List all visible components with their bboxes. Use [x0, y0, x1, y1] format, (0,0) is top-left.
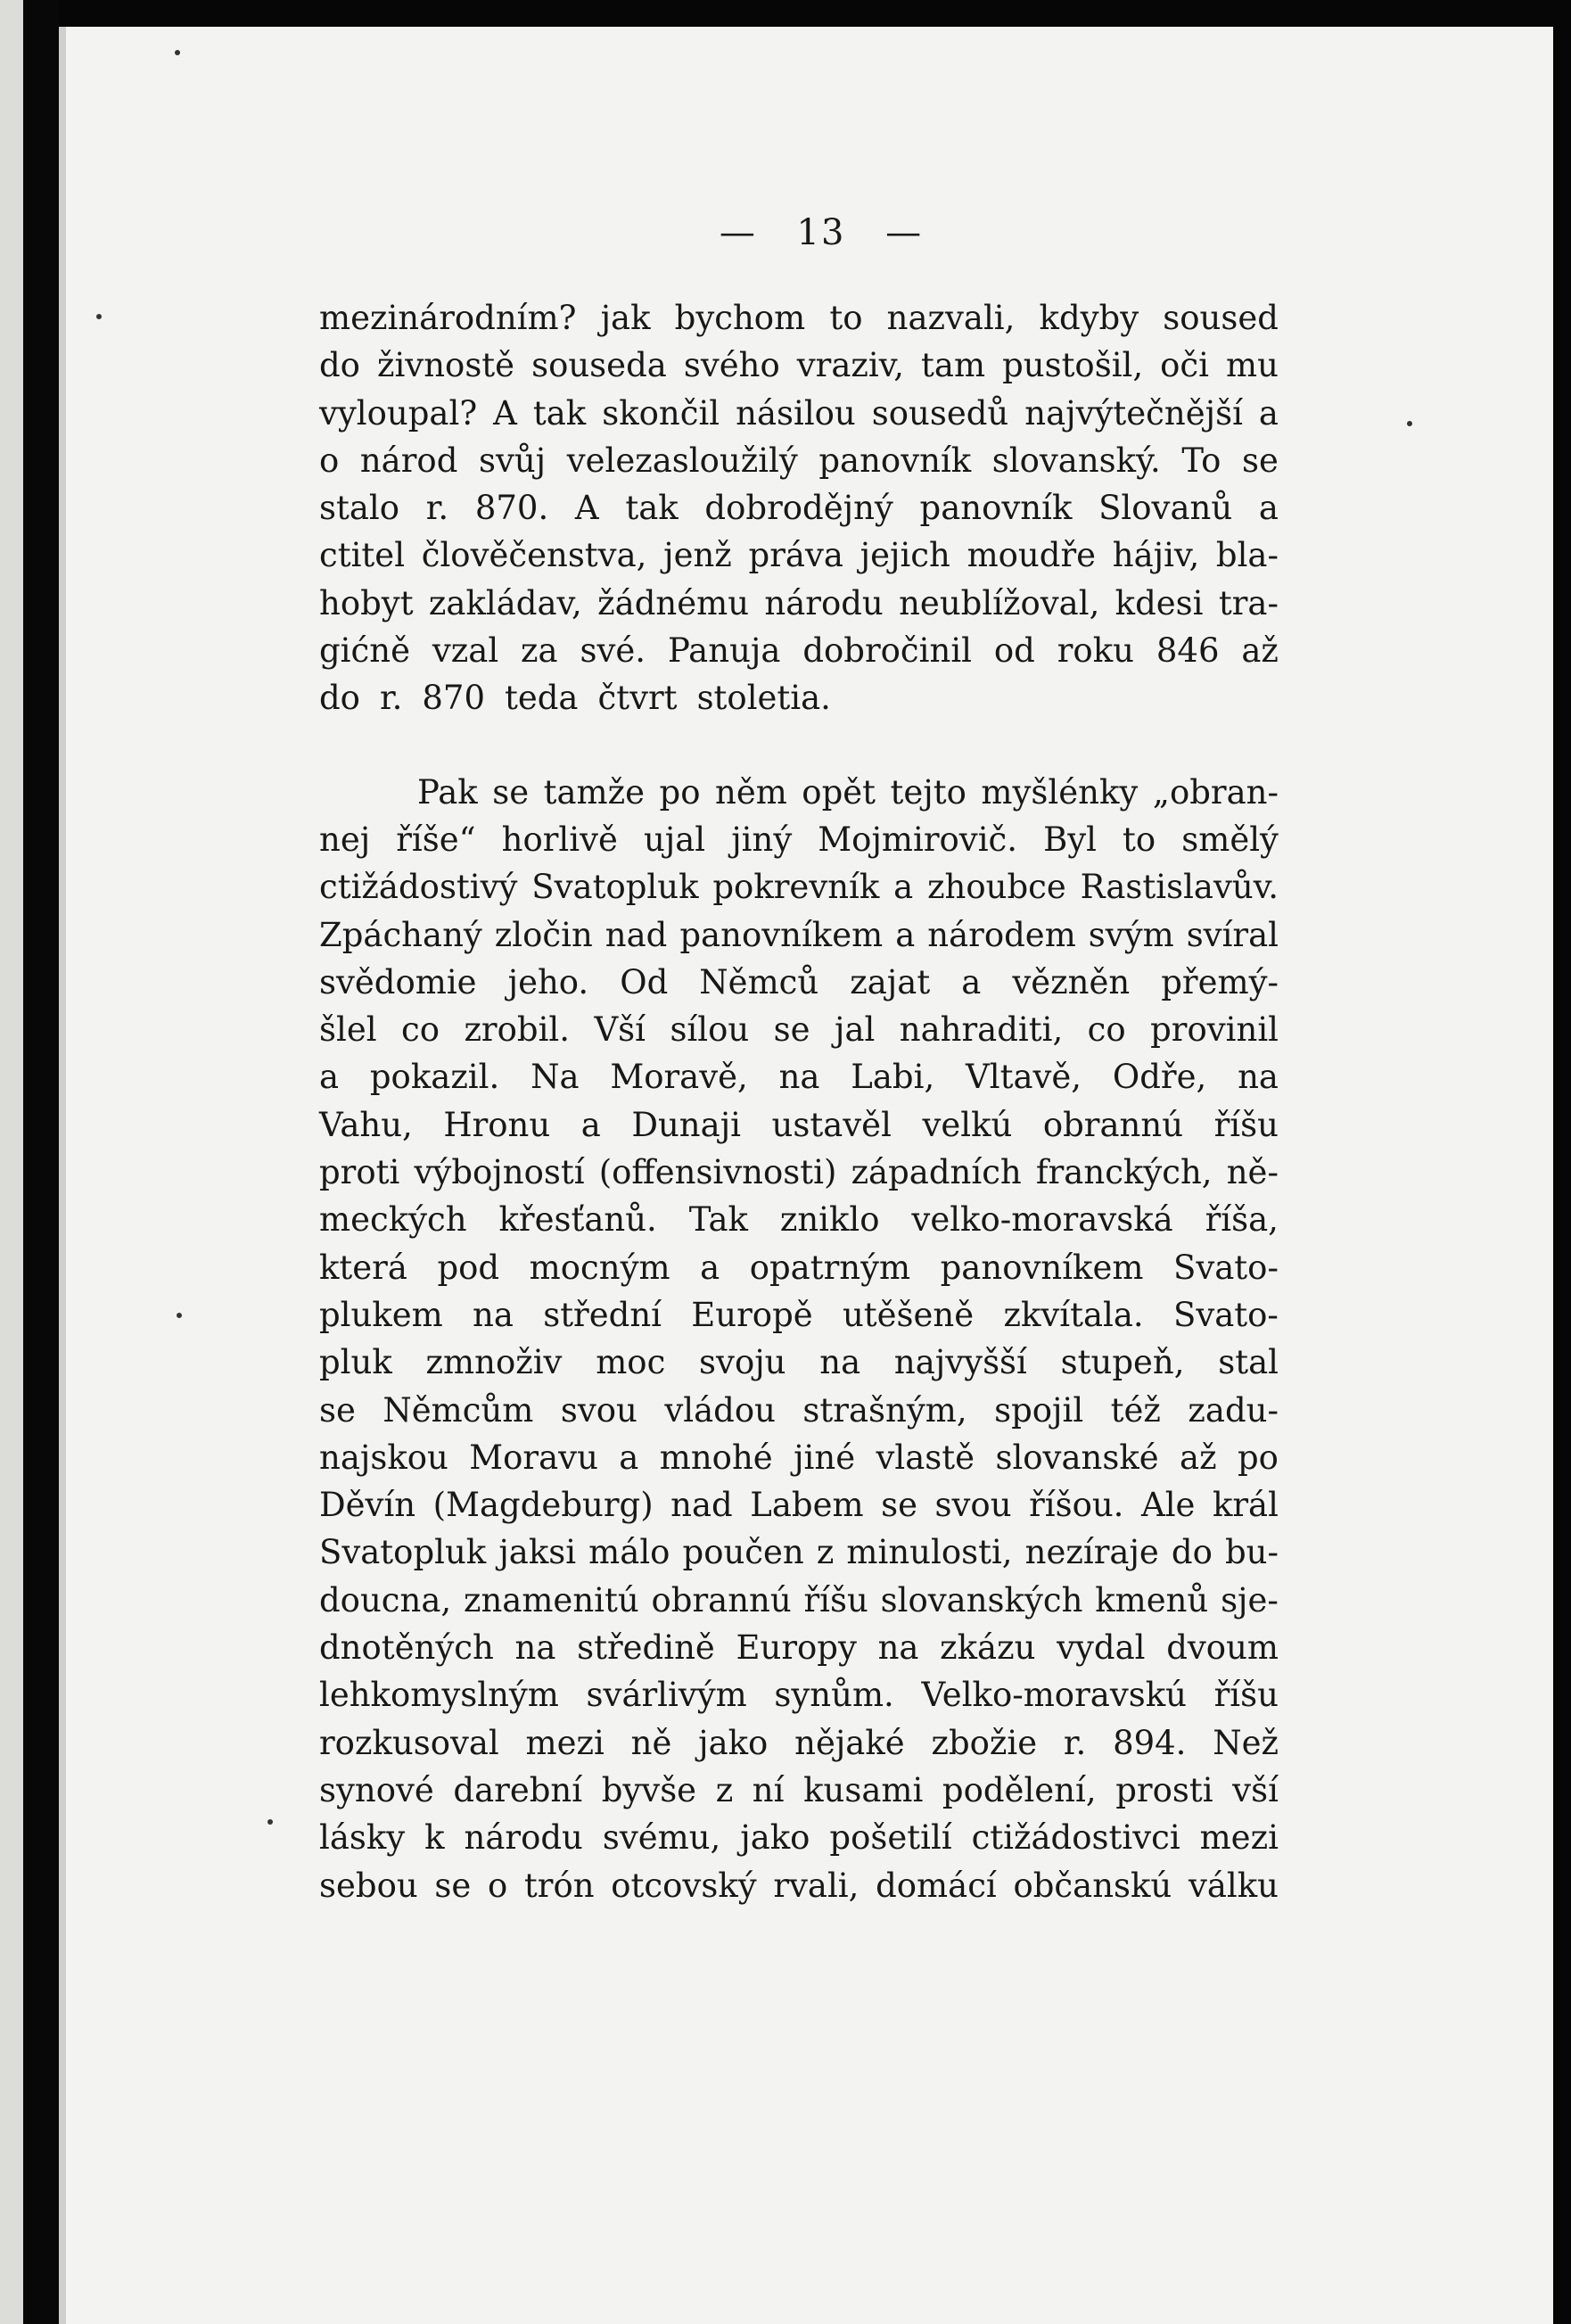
text-line: pluk zmnoživ moc svoju na najvyšší stupeň, stal [319, 1343, 1279, 1382]
scan-speck [1407, 421, 1412, 426]
text-line: synové darební byvše z ní kusami podělení, prosti vší [319, 1770, 1279, 1809]
text-line: Vahu, Hronu a Dunaji ustavěl velkú obrannú říšu [319, 1105, 1279, 1144]
text-line: plukem na střední Europě utěšeně zkvítala. Svato- [319, 1295, 1279, 1334]
text-line: sebou se o trón otcovský rvali, domácí občanskú válku [319, 1866, 1279, 1905]
text-line: mezinárodním? jak bychom to nazvali, kdyby soused [319, 299, 1279, 337]
text-line: do živnostě souseda svého vraziv, tam pustošil, oči mu [319, 346, 1279, 385]
scan-speck [175, 50, 180, 55]
previous-page-edge [0, 0, 23, 2324]
text-line: která pod mocným a opatrným panovníkem Svato- [319, 1248, 1279, 1287]
text-line: dnotěných na středině Europy na zkázu vydal dvoum [319, 1628, 1279, 1668]
text-line: lehkomyslným svárlivým synům. Velko-moravskú říšu [319, 1676, 1279, 1715]
page-number-dash-left: — [719, 212, 757, 253]
paragraph [319, 769, 1279, 1909]
scan-speck [177, 1313, 182, 1318]
page-left-edge [59, 27, 66, 2324]
page-gutter-shadow [23, 0, 59, 2324]
body-text [319, 294, 1279, 1909]
text-line: lásky k národu svému, jako pošetilí ctižádostivci mezi [319, 1818, 1279, 1858]
text-line: do r. 870 teda čtvrt stoletia. [319, 679, 831, 718]
paragraph-gap [319, 722, 1279, 769]
text-line: Pak se tamže po něm opět tejto myšlénky „obran- [417, 772, 1279, 812]
paragraph [319, 294, 1279, 722]
text-line: šlel co zrobil. Vší sílou se jal nahraditi, co provinil [319, 1010, 1279, 1050]
text-line: rozkusoval mezi ně jako nějaké zbožie r. 894. Než [319, 1723, 1279, 1762]
scan-speck [267, 1819, 273, 1825]
text-line: o národ svůj velezasloužilý panovník slovanský. To se [319, 441, 1279, 480]
text-line: svědomie jeho. Od Němců zajat a vězněn přemý- [319, 962, 1279, 1001]
text-line: ctižádostivý Svatopluk pokrevník a zhoubce Rastislavův. [319, 868, 1279, 907]
text-line: Děvín (Magdeburg) nad Labem se svou říšou. Ale král [319, 1486, 1279, 1525]
text-line: se Němcům svou vládou strašným, spojil též zadu- [319, 1390, 1279, 1430]
text-line: ctitel člověčenstva, jenž práva jejich moudře hájiv, bla- [319, 536, 1279, 575]
text-line: gićně vzal za své. Panuja dobročinil od roku 846 až [319, 631, 1279, 671]
text-line: Svatopluk jaksi málo poučen z minulosti, nezíraje do bu- [319, 1533, 1279, 1572]
text-line: vyloupal? A tak skončil násilou sousedů najvýtečnější a [319, 393, 1279, 433]
text-line: hobyt zakládav, žádnému národu neublížoval, kdesi tra- [319, 583, 1279, 622]
text-line: stalo r. 870. A tak dobrodějný panovník Slovanů a [319, 489, 1279, 528]
text-line: proti výbojností (offensivnosti) západních franckých, ně- [319, 1153, 1279, 1192]
text-line: doucna, znamenitú obrannú říšu slovanských kmenů sje- [319, 1580, 1279, 1619]
text-line: a pokazil. Na Moravě, na Labi, Vltavě, Odře, na [319, 1058, 1279, 1097]
text-line: najskou Moravu a mnohé jiné vlastě slovanské až po [319, 1438, 1279, 1477]
text-line: meckých křesťanů. Tak zniklo velko-moravská říša, [319, 1200, 1279, 1240]
page-number-dash-right: — [885, 212, 924, 253]
text-line: Zpáchaný zločin nad panovníkem a národem svým svíral [319, 915, 1279, 954]
page-number-header [36, 212, 1571, 253]
text-line: nej říše“ horlivě ujal jiný Mojmirovič. Byl to smělý [319, 820, 1279, 859]
page-number: 13 [796, 212, 846, 253]
scan-speck [96, 314, 102, 319]
